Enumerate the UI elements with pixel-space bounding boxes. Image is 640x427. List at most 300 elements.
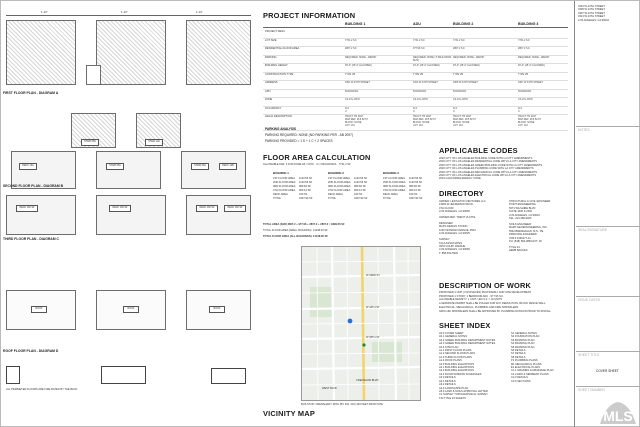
row-value-line: 5013021001 — [413, 89, 427, 93]
sheet-number-label: SHEET NUMBER — [578, 388, 605, 392]
row-value — [518, 56, 578, 59]
directory-spacer — [439, 255, 505, 258]
street-label: CRENSHAW BLVD — [356, 379, 379, 382]
description-of-work — [439, 281, 574, 321]
row-value — [345, 81, 405, 84]
address-line: 3307 W 44TH STREET — [578, 11, 605, 15]
row-value-line: R-3 — [345, 106, 349, 110]
sheet-index-heading: SHEET INDEX — [439, 321, 491, 330]
sheet-index-item: A4.0 LANDSCAPE PLAN — [439, 386, 469, 390]
row-label: ZONE — [265, 98, 273, 101]
room-tag: DECK 160 SF — [196, 205, 218, 212]
room-tag: ROOF — [31, 306, 47, 313]
sheet-index-item: S2 FOUNDATION PLAN — [511, 335, 540, 339]
row-value — [413, 115, 453, 127]
diagram-d — [1, 246, 259, 396]
row-value-line: R-3 — [453, 106, 457, 110]
row-value — [345, 107, 405, 113]
row-value-line: 45'-0" (45'-0" ALLOWED) — [518, 64, 545, 67]
row-value-line: MAP REF: M B 52-57 — [518, 118, 541, 121]
directory-structural: POINT ENGINEERING — [509, 203, 536, 207]
row-value-line: R-3 — [413, 106, 417, 110]
row-value-line: 977.96 S.F. — [413, 47, 426, 50]
sheet-index-item: S3 FRAMING PLAN — [511, 338, 535, 342]
directory-title24: HERB BACKES — [509, 249, 528, 253]
row-label: LEGAL DESCRIPTION — [265, 115, 292, 118]
roof-plan-block — [101, 366, 146, 384]
code-line: 2020 CITY OF LOS ANGELES BUILDING CODE WITH LA CITY AMENDMENTS — [439, 157, 533, 160]
row-value-line: 7731.2 S.F. — [453, 38, 466, 42]
row-value — [413, 73, 453, 76]
row-value — [518, 64, 578, 67]
diagram-c — [1, 191, 259, 241]
notes-cell — [576, 126, 640, 226]
floor-plan-block — [181, 151, 246, 189]
fa-line-value: 980.66 SF — [354, 185, 366, 188]
floor-area-total: TOTAL AREA (FAR) 2807.2 + 977.96 + 2807.2 + 2807.2 = 9399.56 SF — [263, 223, 345, 226]
row-value-line: 7731.2 S.F. — [413, 38, 426, 42]
room-tag: STAIR 65A — [81, 139, 99, 146]
directory-owner: 4TH FLOOR — [439, 206, 454, 210]
fa-line-label: 2ND FLOOR AREA — [383, 181, 406, 184]
street-label: W 44TH ST — [366, 306, 380, 309]
row-value — [413, 98, 453, 101]
fa-line-label: 2ND FLOOR AREA — [273, 181, 296, 184]
description-line: NFPA 13D SPRINKLERS SHALL BE APPROVED BY PLUMBING DIVISION PRIOR TO INSTALL — [439, 309, 551, 313]
row-label: PARKING — [265, 55, 277, 59]
row-value — [345, 73, 405, 76]
parking-analysis: PARKING ANALYSIS — [265, 127, 297, 131]
row-value-line: MAP REF: M B 52-57 — [345, 118, 368, 121]
row-value — [413, 47, 453, 50]
sheet-index-item: A3.1 DETAILS — [439, 379, 456, 383]
row-value-line: LOT: 134 — [453, 124, 463, 127]
project-information — [263, 11, 573, 146]
code-line: 2020 CITY OF LOS ANGELES PLUMBING CODE WITH LA CITY AMENDMENTS — [439, 167, 534, 171]
row-value — [453, 64, 513, 67]
row-value-line: 2807.2 S.F. — [518, 47, 531, 50]
floor-plan-block — [6, 195, 76, 235]
row-value — [453, 81, 513, 84]
row-value-line: 3307 W 44TH STREET — [518, 81, 543, 84]
directory-survey: LOS ANGELES, CA 90066 — [439, 248, 470, 252]
sheet-index-item: A2.1 BUILDING ELEVATIONS — [439, 366, 474, 370]
street-label: WEST BLVD — [322, 387, 337, 390]
issue-dates-cell — [576, 296, 640, 346]
dimension-line — [6, 15, 251, 16]
directory-heading: DIRECTORY — [439, 189, 484, 198]
row-value — [345, 115, 405, 127]
code-line: 2020 CITY OF LOS ANGELES GREEN BUILDING CODE WITH LA CITY AMENDMENTS — [439, 163, 543, 167]
fa-building-header: BUILDING 2 — [328, 171, 344, 175]
directory-soils: PRINCIPAL ENGINEER — [509, 233, 537, 237]
sheet-index-left — [439, 332, 507, 400]
dim-label: 1'-10" — [196, 11, 203, 14]
fa-line-label: DECK AREA — [328, 193, 343, 196]
fa-line-value: 160 SF — [409, 193, 418, 196]
row-value — [518, 73, 578, 76]
room-tag: STAIR 12A — [145, 139, 163, 146]
row-label: PROJECT DESC. — [265, 30, 286, 33]
directory-owner: OWNER: LEXINGTON VENTURES LLC — [439, 200, 486, 203]
directory-structural: LOS ANGELES, CA 90010 — [509, 213, 540, 217]
site-marker-icon — [348, 319, 353, 324]
row-value-line: 16'-0" (25'-0" ALLOWED) — [413, 64, 440, 67]
street-label: W 45TH ST — [366, 336, 380, 339]
codes-heading: APPLICABLE CODES — [439, 146, 518, 155]
address-line: LOS ANGELES, CA 90043 — [578, 18, 609, 22]
directory-survey: 3976 COLBY AVENUE — [439, 244, 466, 248]
row-value-line: TRACT: TR 4947 — [345, 115, 364, 118]
row-value-line: TYPE VB — [518, 72, 529, 76]
row-value-line: 5013021001 — [345, 89, 359, 93]
diagram-a-label: FIRST FLOOR PLAN - DIAGRAM A — [3, 91, 59, 95]
row-value-line: 3301 W 44TH STREET — [345, 81, 370, 84]
fa-line-value: 3407.90 SF — [409, 197, 423, 200]
seal-cell — [576, 226, 640, 296]
sheet-title-label: SHEET TITLE — [578, 353, 600, 357]
description-lines — [439, 291, 574, 313]
sheet-index-item: S6 DETAILS — [511, 349, 526, 353]
row-label: BUILDING HEIGHT — [265, 64, 288, 67]
row-value-line: 2807.2 S.F. — [345, 47, 358, 50]
sheet-title-cell — [576, 351, 640, 386]
directory-structural: TEL: 213-368-9400 — [509, 217, 532, 221]
room-tag: STAIR 66A — [191, 163, 209, 170]
col-adu: ADU — [413, 22, 421, 26]
row-value — [453, 73, 513, 76]
row-value — [453, 90, 513, 93]
sheet-title-value: COVER SHEET — [596, 369, 619, 373]
sheet-index-item: A5.0 LAND & SOILS APPROVAL LETTER — [439, 389, 488, 393]
row-value — [453, 98, 513, 101]
row-value-line: C2-1VL-CPIO — [413, 98, 428, 101]
directory-structural: SUITE 1000 & 2000 — [509, 210, 533, 214]
row-value-line: BLOCK: NONE — [413, 121, 430, 124]
row-value — [345, 39, 405, 42]
directory-soils: PH: (818) 894-0860 EXT. 18 — [509, 239, 542, 243]
fa-building-header: BUILDING 3 — [383, 171, 399, 175]
adu-roof-block — [6, 366, 20, 384]
sheet-index-item: A3.0 DETAILS — [439, 376, 456, 380]
fa-line-label: DECK AREA — [383, 193, 398, 196]
fa-line-value: 1133.56 SF — [354, 181, 368, 184]
codes-list — [439, 157, 574, 181]
directory-structural: 5671 WILSHIRE BLVD — [509, 206, 536, 210]
row-value-line: MAP REF: M B 52-57 — [413, 118, 436, 121]
room-tag: DECK 13A — [19, 163, 37, 170]
fa-line-label: TOTAL — [328, 197, 337, 200]
row-value — [453, 39, 513, 42]
sheet-index-item: C1 SURVEY TOPOGRAPHICAL SURVEY — [439, 393, 488, 397]
room-tag: DECK 160 SF — [109, 205, 131, 212]
row-value — [453, 56, 513, 59]
row-value-line: C2-1VL-CPIO — [453, 98, 468, 101]
row-value — [413, 39, 453, 42]
sheet-index-right — [511, 332, 573, 383]
room-tag: DECK 14B — [219, 163, 237, 170]
sheet-index-item: A2.2 BUILDING ELEVATIONS — [439, 369, 474, 373]
sheet-index-item: S5 FRAMING PLAN — [511, 345, 535, 349]
sheet-index-item: P1 PLUMBING PLANS — [511, 359, 538, 363]
directory — [439, 189, 574, 274]
sheet-index-item: T24 TITLE 24 SHEETS — [439, 396, 466, 400]
address-line: 3313 W 44TH STREET — [578, 15, 605, 19]
dim-label: 1'-10" — [41, 11, 48, 14]
directory-survey: T: 858-652-5930 — [439, 251, 458, 255]
row-value — [345, 90, 405, 93]
col-building-3: BUILDING 3 — [518, 22, 539, 26]
parking-required: PARKING REQUIRED: NONE (NO PARKING PER - AB 2097) — [265, 133, 353, 137]
directory-owner: LOS ANGELES, CA 90066 — [439, 210, 470, 214]
fa-line-value: 1133.56 SF — [409, 181, 423, 184]
sheet-index-item: A0.2 GREEN BUILDING DEPARTMENT NOTES — [439, 338, 496, 342]
row-value — [345, 47, 405, 50]
row-label: LOT SIZE — [265, 38, 277, 42]
sheet-index — [439, 321, 574, 421]
sheet-index-item: A1.3 THIRD FLOOR PLANS — [439, 355, 472, 359]
fa-line-label: 3RD FLOOR AREA — [328, 185, 351, 188]
street-label: W 43RD ST — [366, 274, 380, 277]
row-value — [518, 98, 578, 101]
row-value-line: REQUIRED: NONE - AB2097 — [345, 55, 377, 59]
notes-label: NOTES — [578, 128, 590, 132]
code-line: 2020 CITY OF LOS ANGELES ELECTRICAL CODE WITH LA CITY AMENDMENTS — [439, 174, 536, 178]
row-value — [518, 115, 578, 127]
row-value-line: BLOCK: NONE — [345, 121, 362, 124]
row-value-line: LOT: 134 — [413, 124, 423, 127]
row-value-line: MAP REF: M B 52-57 — [453, 118, 476, 121]
row-value-line: REQUIRED: NONE - AB2097 — [453, 55, 485, 59]
row-value-line: TYPE VB — [345, 72, 356, 76]
fa-line-label: 1ST FLOOR AREA — [273, 177, 296, 180]
row-value-line: 3313 W 44TH STREET — [413, 81, 438, 84]
sheet-index-item: A2.0 BUILDING ELEVATIONS — [439, 362, 474, 366]
diagram-b-label: SECOND FLOOR PLAN - DIAGRAM B — [3, 184, 64, 188]
directory-soils: MAPP GEOENGINEERING, INC. — [509, 226, 548, 230]
floor-area-total: TOTAL FLOOR AREA (AREA, BUILDING): 14448.00 SF — [263, 229, 328, 232]
directory-designer: LOS ANGELES, CA 90025 — [439, 232, 470, 236]
code-line: 2019 CALIFORNIA ENERGY CODE — [439, 177, 481, 181]
directory-title24: TITLE 24: — [509, 245, 521, 249]
description-heading: DESCRIPTION OF WORK — [439, 281, 532, 290]
vicinity-caption: BUS STOP: CRENSHAW / 48TH (BY 310, 210) 440 FEET FROM SITE — [301, 403, 383, 406]
description-line: ALLOWABLE DENSITY: 1 UNIT / 400 S.F. = 19 UNITS — [439, 298, 503, 302]
directory-soils: 5540 BRESNAHAN, M.S., PE — [509, 229, 544, 233]
row-value-line: 5013021001 — [518, 89, 532, 93]
dim-label: 1'-10" — [121, 11, 128, 14]
fa-line-value: 980.66 SF — [409, 185, 421, 188]
sheet-index-item: S7 DETAILS — [511, 352, 526, 356]
directory-survey: SURVEY: — [439, 238, 451, 242]
row-value-line: R-3 — [518, 106, 522, 110]
row-value — [413, 107, 453, 113]
sheet-index-item: C1.1 GRADING & DRAINAGE PLAN — [511, 369, 554, 373]
room-tag: ROOF — [209, 306, 225, 313]
floor-plan-block — [96, 195, 166, 235]
fa-line-value: 960.12 SF — [354, 189, 366, 192]
directory-owner-rep: OWNER REP: TRENT VLATTE — [439, 216, 476, 220]
row-value-line: 2807.2 S.F. — [453, 47, 466, 50]
col-building-1: BUILDING 1 — [345, 22, 366, 26]
directory-left — [439, 200, 505, 258]
applicable-codes — [439, 146, 574, 191]
project-address — [578, 5, 638, 22]
row-value-line: TRACT: TR 4947 — [413, 115, 432, 118]
row-value — [453, 47, 513, 50]
row-value-line: TRACT: TR 4947 — [518, 115, 537, 118]
sheet-index-item: E1 ELECTRICAL PLANS — [511, 366, 541, 370]
row-value-line: REQUIRED: NONE - AB2097 — [518, 55, 550, 59]
col-building-2: BUILDING 2 — [453, 22, 474, 26]
diagram-a — [1, 11, 259, 101]
sheet-index-item: C1.2 ERO & SEDIMENT PLANS — [511, 372, 549, 376]
fa-line-value: 980.66 SF — [299, 185, 311, 188]
floor-area-intro: ALLOWABLE FAR: 3 FOR ZONE 1B / CPIO · 3 x 3 BUILDINGS · 7731.2 SF — [263, 163, 351, 166]
roof-plan-block — [211, 368, 246, 384]
row-value — [453, 107, 513, 113]
row-value-line: 5013021001 — [453, 89, 467, 93]
row-value-line: TRACT: TR 4947 — [453, 115, 472, 118]
row-label: RESIDENTIAL FLOOR AREA — [265, 47, 300, 50]
row-value — [345, 98, 405, 101]
bus-stop-icon — [362, 343, 365, 346]
row-value-line: 7731.2 S.F. — [345, 38, 358, 42]
directory-designer: DESIGNER: — [439, 222, 454, 226]
room-tag: ROOF — [123, 306, 139, 313]
floor-area-total: TOTAL FLOOR AREA (ALL BUILDINGS): 14448.00 SF — [263, 235, 328, 238]
floor-area-heading: FLOOR AREA CALCULATION — [263, 153, 371, 162]
fa-line-value: 3407.90 SF — [354, 197, 368, 200]
fa-line-label: 4TH FLOOR AREA — [383, 189, 406, 192]
description-line: PROPOSED 4 UNIT (3 DUPLEXES) MULTIFAMILY AND SITE DEVELOPMENT — [439, 291, 532, 294]
sheet-index-item: A0.3 GREEN BUILDING DEPARTMENT NOTES — [439, 342, 496, 346]
directory-designer: 1160 VETERAN AVENUE, #516 — [439, 228, 476, 232]
issue-dates-label: ISSUE DATES — [578, 298, 601, 302]
mls-logo-icon — [596, 396, 640, 427]
row-value-line: 45'-0" (45'-0" ALLOWED) — [453, 64, 480, 67]
fa-line-label: DECK AREA — [273, 193, 288, 196]
sheet-index-item: S4 FRAMING PLAN — [511, 342, 535, 346]
code-line: 2020 CITY OF LOS ANGELES RESIDENTIAL CODE WITH LA CITY AMENDMENTS — [439, 160, 537, 164]
title-block-divider — [574, 1, 575, 427]
fa-line-value: 1133.56 SF — [299, 177, 313, 180]
room-tag: DECK 160 SF — [16, 205, 38, 212]
row-value — [413, 64, 453, 67]
row-value — [413, 56, 453, 62]
room-tag: DECK 160 SF — [224, 205, 246, 212]
row-value — [518, 81, 578, 84]
row-value — [453, 115, 513, 127]
row-value — [345, 64, 405, 67]
description-line: ELECTRICAL, MECHANICAL, PLUMBING AND FIRE SPRINKLERS — [439, 305, 519, 309]
row-value-line: REQUIRED: NONE (.5 MILE FROM BUS) — [413, 55, 452, 62]
row-value-line: U — [345, 109, 347, 113]
vicinity-map — [301, 246, 421, 401]
fa-line-label: 2ND FLOOR AREA — [328, 181, 351, 184]
fa-line-value: 1133.56 SF — [409, 177, 423, 180]
floor-plan-block — [6, 20, 76, 85]
diagram-d-label: ROOF FLOOR PLAN - DIAGRAM D — [3, 349, 59, 353]
fa-line-value: 960.12 SF — [409, 189, 421, 192]
directory-owner: 13000 W JEFFERSON BLVD, — [439, 203, 474, 207]
sheet-index-item: A0.4 SITE PLAN — [439, 345, 459, 349]
fa-building-header: BUILDING 1 — [273, 171, 289, 175]
room-tag: STAIR 65A — [106, 163, 124, 170]
row-label: OCCUPANCY — [265, 106, 282, 110]
fa-line-label: 3RD FLOOR AREA — [273, 185, 296, 188]
code-line: 2020 CITY OF LOS ANGELES MECHANICAL CODE WITH LA CITY AMENDMENTS — [439, 170, 537, 174]
directory-designer: MAPS DESIGN STUDIO — [439, 225, 468, 229]
address-line: 3301 W 44TH STREET — [578, 5, 605, 8]
description-line: A SEPARATE PERMIT SHALL BE PULLED FOR ANY DEMOLITION, BLOCK FENCE WALL, — [439, 302, 547, 306]
sheet-index-item: A0.1 GENERAL NOTES — [439, 335, 468, 339]
header-rule — [263, 27, 568, 28]
sheet-index-item: A1.1 FIRST FLOOR PLANS — [439, 349, 472, 353]
row-value-line: TYPE VB — [453, 72, 464, 76]
diagram-b — [1, 111, 259, 191]
project-info-heading: PROJECT INFORMATION — [263, 11, 356, 20]
floor-area-calculation — [263, 153, 433, 243]
diagram-c-label: THIRD FLOOR PLAN - DIAGRAM C — [3, 237, 59, 241]
row-value — [345, 56, 405, 59]
directory-soils: SOILS ENGINEER: — [509, 222, 532, 226]
sheet-index-item: M1 MECHANICAL PLANS — [511, 362, 542, 366]
seal-label: SEAL/SIGNATURE — [578, 228, 608, 232]
mls-logo-text: MLS — [603, 408, 633, 424]
fa-line-label: 1ST FLOOR AREA — [383, 177, 406, 180]
row-value-line: U — [453, 109, 455, 113]
row-value-line: 45'-0" (45'-0" ALLOWED) — [345, 64, 372, 67]
row-value — [413, 90, 453, 93]
map-graphic — [302, 247, 421, 401]
fa-line-label: 4TH FLOOR AREA — [328, 189, 351, 192]
sheet-index-item: A1.2 SECOND FLOOR PLANS — [439, 352, 476, 356]
directory-structural: STRUCTURAL & CIVIL ENGINEER: — [509, 200, 551, 203]
row-label: APN — [265, 89, 271, 93]
directory-right — [509, 200, 575, 255]
row-value-line: BLOCK: NONE — [453, 121, 470, 124]
address-line: 3305 W 44TH STREET — [578, 8, 605, 12]
row-value-line: LOT: 134 — [518, 124, 528, 127]
floor-plan-block — [186, 20, 251, 85]
floor-plan-block — [186, 195, 251, 235]
sheet-index-item: A3.2 DETAILS — [439, 383, 456, 387]
row-value — [518, 107, 578, 113]
sheet-index-item: A0.0 COVER SHEET — [439, 332, 464, 335]
row-value-line: TYPE VB — [413, 72, 424, 76]
fa-line-value: 1133.56 SF — [299, 181, 313, 184]
row-value-line: 7731.2 S.F. — [518, 38, 531, 42]
row-value-line: U — [518, 109, 520, 113]
sheet-index-item: A2.3 DOOR WINDOW SCHEDULES — [439, 372, 482, 376]
directory-soils: JOB # 1990177-01 — [509, 236, 531, 240]
fa-line-value: 1133.56 SF — [354, 177, 368, 180]
sheet-index-item: S1 GENERAL NOTES — [511, 332, 537, 335]
floor-plan-block — [96, 151, 161, 189]
row-value-line: C2-1VL-CPIO — [518, 98, 533, 101]
description-line: PROPOSED 1 STORY, 1 BEDROOM ADU - 977.96 S.F. — [439, 294, 504, 298]
fa-line-value: 160 SF — [299, 193, 308, 196]
fa-line-value: 160 SF — [354, 193, 363, 196]
row-value-line: LOT: 134 — [345, 124, 355, 127]
row-label: CONSTRUCTION TYPE — [265, 72, 294, 76]
sheet-index-item: S8 DETAILS — [511, 355, 526, 359]
fa-line-label: 3RD FLOOR AREA — [383, 185, 406, 188]
sheet-index-item: A1.4 ROOF PLANS — [439, 359, 462, 363]
row-value — [518, 47, 578, 50]
fa-line-label: 1ST FLOOR AREA — [328, 177, 351, 180]
